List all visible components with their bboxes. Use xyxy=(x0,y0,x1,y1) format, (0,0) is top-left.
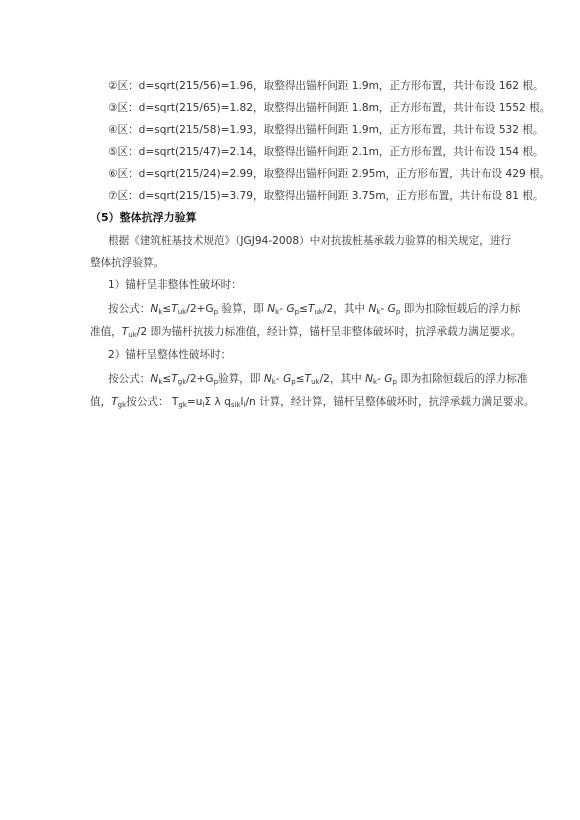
section-heading: （5）整体抗浮力验算 xyxy=(90,211,197,224)
case2-conclusion-line: 值，$T_{gk}$按公式： $T_{gk}=u_l\Sigma$ λ $q_{sik}l_i/n$ 计算，经计算，锚杆呈整体破坏时，抗浮承载力满足要求。 xyxy=(90,396,535,409)
zone-2-line: ②区：d=sqrt(215/56)=1.96，取整得出锚杆间距 1.9m，正方形布置，共计布设 162 根。 xyxy=(108,80,544,92)
case2-formula-line: 按公式：$N_k\le T_{gk}/2+G_p$验算，即 $N_k-$ $G_p\le T_{uk}/2$，其中 $N_k-$ $G_p$ 即为扣除恒载后的浮力标准 xyxy=(108,373,528,386)
zone-5-line: ⑤区：d=sqrt(215/47)=2.14，取整得出锚杆间距 2.1m，正方形布置，共计布设 154 根。 xyxy=(108,146,544,158)
case1-title: 1）锚杆呈非整体性破坏时： xyxy=(108,279,242,291)
zone-7-line: ⑦区：d=sqrt(215/15)=3.79，取整得出锚杆间距 3.75m，正方形布置，共计布设 81 根。 xyxy=(108,190,544,202)
intro-line-2: 整体抗浮验算。 xyxy=(90,257,165,269)
case1-formula-line: 按公式：$N_k\le T_{uk}/2+G_p$ 验算，即 $N_k-$ $G_p\le T_{uk}/2$，其中 $N_k-$ $G_p$ 即为扣除恒载后的浮力标 xyxy=(108,303,521,316)
zone-4-line: ④区：d=sqrt(215/58)=1.93，取整得出锚杆间距 1.9m，正方形布置，共计布设 532 根。 xyxy=(108,124,544,136)
case2-title: 2）锚杆呈整体性破坏时： xyxy=(108,349,232,361)
intro-line-1: 根据《建筑桩基技术规范》（JGJ94-2008）中对抗拔桩基承载力验算的相关规定，进行 xyxy=(108,235,512,247)
case1-conclusion-line: 准值，$T_{uk}/2$ 即为锚杆抗拔力标准值，经计算，锚杆呈非整体破坏时，抗浮承载力满足要求。 xyxy=(90,326,522,339)
zone-6-line: ⑥区：d=sqrt(215/24)=2.99，取整得出锚杆间距 2.95m，正方形布置，共计布设 429 根。 xyxy=(108,168,551,180)
zone-3-line: ③区：d=sqrt(215/65)=1.82，取整得出锚杆间距 1.8m，正方形布置，共计布设 1552 根。 xyxy=(108,102,551,114)
